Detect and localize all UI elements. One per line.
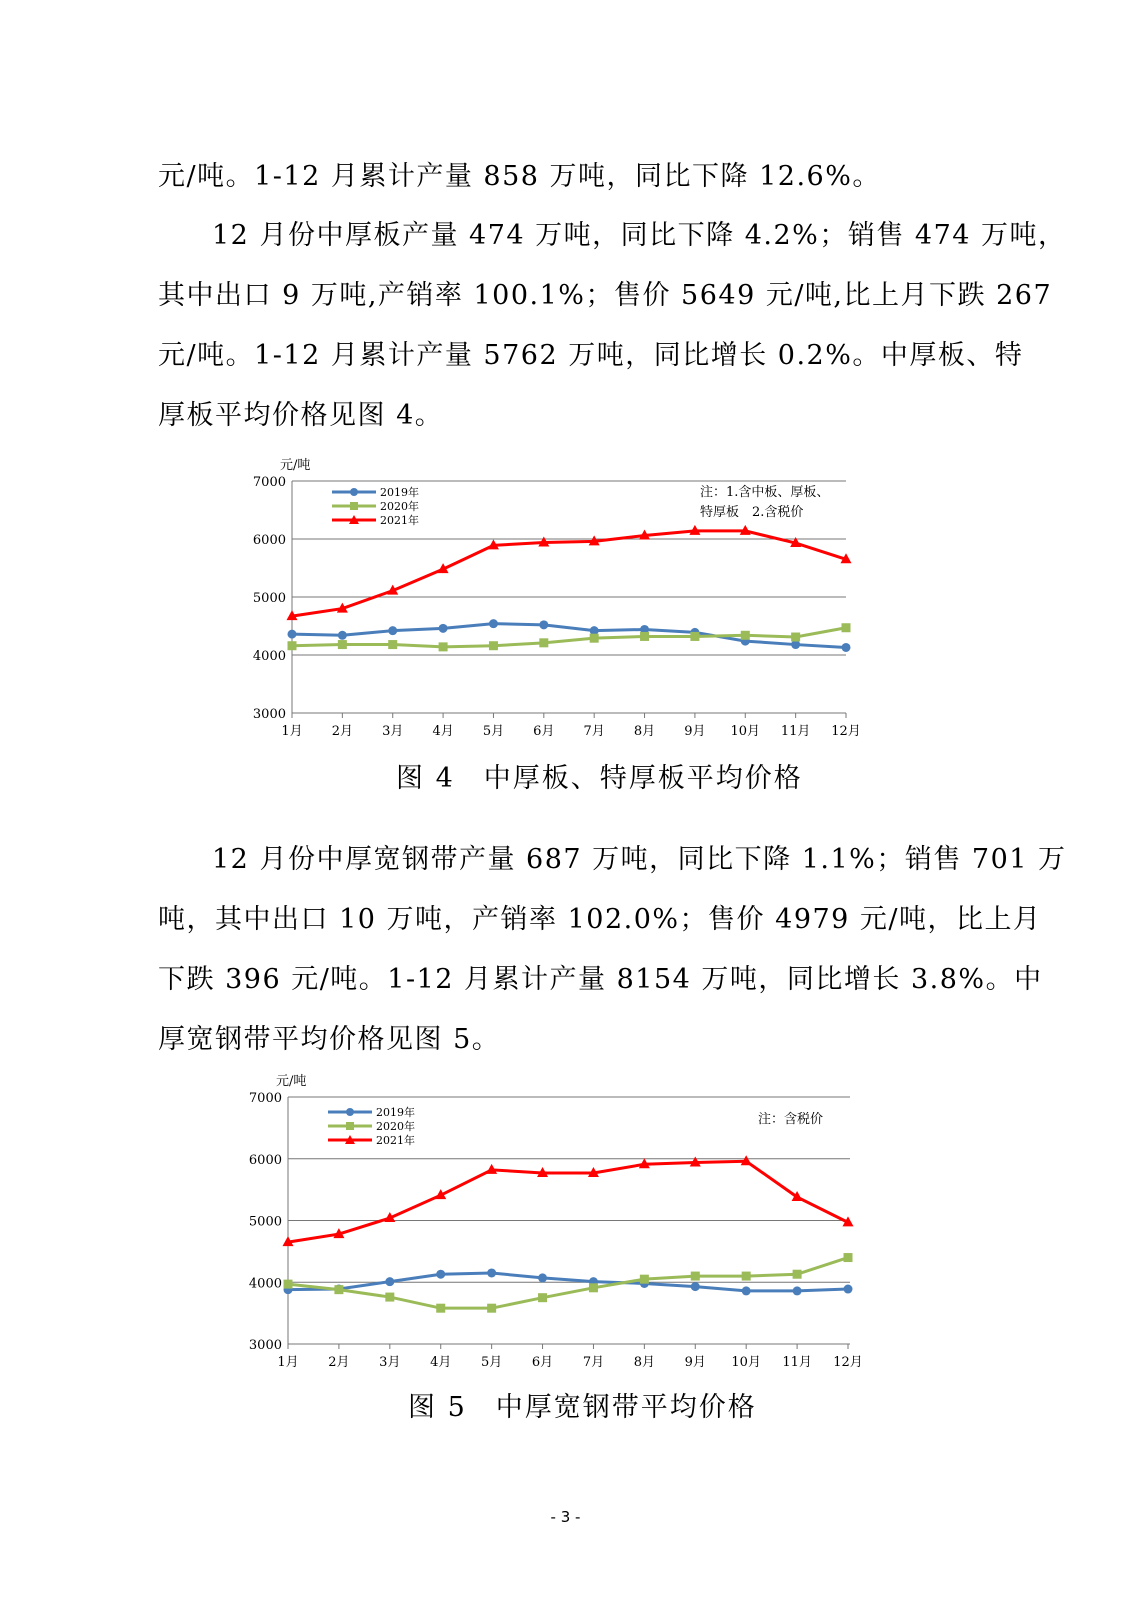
text-line: 元/吨。1-12 月累计产量 5762 万吨，同比增长 0.2%。中厚板、特 (158, 340, 1024, 371)
x-tick-label: 7月 (582, 1355, 605, 1370)
data-point (844, 1253, 853, 1262)
data-point (385, 1277, 394, 1286)
data-point (538, 1293, 547, 1302)
legend-marker (346, 1108, 354, 1116)
chart-note: 注：1.含中板、厚板、 (700, 485, 830, 500)
data-point (385, 1293, 394, 1302)
chart-figure-4 (230, 448, 870, 748)
x-tick-label: 8月 (633, 1355, 656, 1370)
x-tick-label: 3月 (382, 724, 404, 739)
x-tick-label: 6月 (533, 724, 555, 739)
x-tick-label: 9月 (684, 724, 706, 739)
data-point (288, 630, 297, 639)
data-point (489, 641, 498, 650)
data-point (487, 1304, 496, 1313)
text-line: 厚宽钢带平均价格见图 5。 (158, 1024, 501, 1055)
x-tick-label: 7月 (583, 724, 605, 739)
x-tick-label: 12月 (833, 1355, 863, 1370)
data-point (742, 1272, 751, 1281)
legend-entry: 2019年 (376, 1106, 415, 1119)
legend-entry: 2021年 (376, 1134, 415, 1147)
x-tick-label: 11月 (780, 724, 811, 739)
x-tick-label: 9月 (684, 1355, 706, 1370)
legend-entry: 2019年 (380, 486, 419, 499)
y-tick-label: 7000 (252, 475, 286, 490)
x-tick-label: 1月 (277, 1355, 299, 1370)
y-axis-label: 元/吨 (280, 458, 311, 473)
legend-marker (346, 1122, 354, 1130)
paragraph-2 (158, 206, 1067, 446)
data-point (288, 641, 297, 650)
figure-5-caption: 图 5 中厚宽钢带平均价格 (408, 1392, 757, 1423)
series-line-2021年 (288, 1161, 848, 1242)
text-line: 12 月份中厚宽钢带产量 687 万吨，同比下降 1.1%；销售 701 万 (212, 844, 1067, 875)
data-point (842, 643, 851, 652)
data-point (640, 632, 649, 641)
chart-note: 注：含税价 (758, 1112, 824, 1127)
series-line-2021年 (292, 531, 846, 616)
legend-marker (350, 502, 358, 510)
y-tick-label: 3000 (252, 707, 286, 722)
y-tick-label: 7000 (248, 1091, 282, 1106)
data-point (691, 1282, 700, 1291)
chart-figure-5 (230, 1070, 870, 1380)
data-point (793, 1270, 802, 1279)
paragraph-3 (158, 830, 1067, 1070)
legend-entry: 2020年 (376, 1120, 415, 1133)
x-tick-label: 6月 (531, 1355, 554, 1370)
y-tick-label: 6000 (252, 533, 286, 548)
x-tick-label: 4月 (432, 724, 454, 739)
text-line: 12 月份中厚板产量 474 万吨，同比下降 4.2%；销售 474 万吨， (212, 220, 1067, 251)
data-point (487, 1268, 496, 1277)
data-point (338, 640, 347, 649)
y-tick-label: 4000 (248, 1276, 282, 1292)
x-tick-label: 5月 (480, 1355, 503, 1370)
legend-entry: 2021年 (380, 514, 419, 527)
data-point (791, 633, 800, 642)
data-point (436, 1270, 445, 1279)
text-line: 厚板平均价格见图 4。 (158, 400, 444, 431)
data-point (539, 620, 548, 629)
chart-note: 特厚板 2.含税价 (700, 505, 804, 520)
legend-entry: 2020年 (380, 500, 419, 513)
x-tick-label: 11月 (782, 1355, 812, 1370)
paragraph-1 (158, 147, 978, 207)
figure-4-caption: 图 4 中厚板、特厚板平均价格 (396, 763, 803, 794)
x-tick-label: 12月 (831, 724, 861, 739)
y-tick-label: 5000 (252, 591, 286, 606)
page-number: - 3 - (550, 1508, 581, 1526)
data-point (690, 632, 699, 641)
x-tick-label: 3月 (379, 1355, 401, 1370)
data-point (842, 623, 851, 632)
data-point (589, 1283, 598, 1292)
data-point (793, 1286, 802, 1295)
x-tick-label: 10月 (730, 724, 761, 739)
data-point (388, 626, 397, 635)
line-chart-svg (230, 1070, 870, 1380)
x-tick-label: 8月 (633, 724, 656, 739)
y-tick-label: 4000 (252, 649, 286, 664)
data-point (640, 1275, 649, 1284)
text-line: 下跌 396 元/吨。1-12 月累计产量 8154 万吨，同比增长 3.8%。中 (158, 964, 1043, 995)
text-line: 其中出口 9 万吨,产销率 100.1%；售价 5649 元/吨,比上月下跌 267 (158, 280, 1053, 311)
data-point (741, 631, 750, 640)
text-line: 元/吨。1-12 月累计产量 858 万吨，同比下降 12.6%。 (158, 161, 881, 192)
x-tick-label: 2月 (328, 1355, 350, 1370)
y-tick-label: 5000 (248, 1214, 282, 1230)
y-axis-label: 元/吨 (276, 1074, 307, 1089)
x-tick-label: 2月 (331, 724, 354, 739)
y-tick-label: 6000 (248, 1152, 282, 1168)
x-tick-label: 1月 (281, 724, 303, 739)
data-point (338, 631, 347, 640)
data-point (388, 640, 397, 649)
data-point (436, 1304, 445, 1313)
series-line-2020年 (292, 628, 846, 647)
x-tick-label: 10月 (731, 1355, 761, 1370)
data-point (334, 1285, 343, 1294)
data-point (439, 642, 448, 651)
line-chart-svg (230, 448, 870, 748)
data-point (539, 638, 548, 647)
data-point (590, 634, 599, 643)
y-tick-label: 3000 (248, 1338, 282, 1353)
data-point (538, 1273, 547, 1282)
text-line: 吨，其中出口 10 万吨，产销率 102.0%；售价 4979 元/吨，比上月 (158, 904, 1042, 935)
data-point (489, 619, 498, 628)
x-tick-label: 5月 (482, 724, 505, 739)
data-point (742, 1286, 751, 1295)
legend-marker (350, 488, 358, 496)
data-point (284, 1280, 293, 1289)
data-point (844, 1285, 853, 1294)
data-point (439, 624, 448, 633)
x-tick-label: 4月 (430, 1355, 452, 1370)
data-point (691, 1272, 700, 1281)
